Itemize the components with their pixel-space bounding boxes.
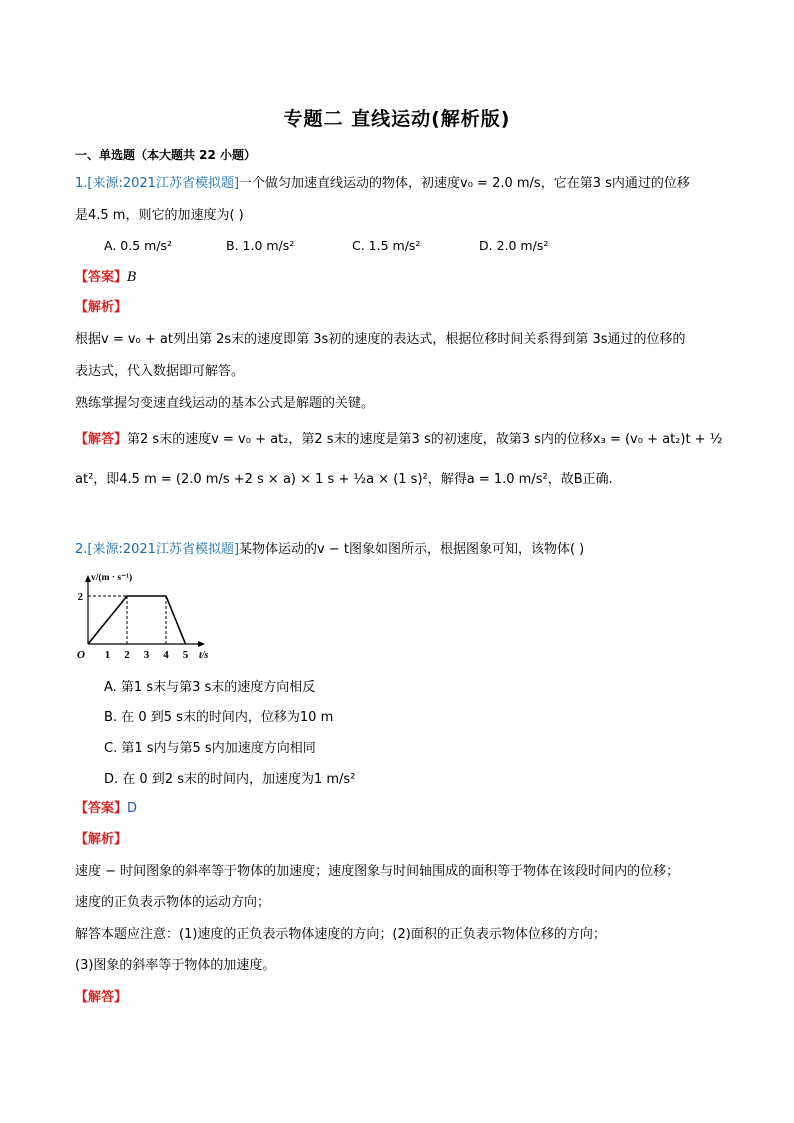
x-tick-label: 4 — [163, 649, 169, 661]
q1-answer-value: B — [127, 270, 137, 285]
q1-stem-line-1 — [75, 174, 724, 194]
document-title: 专题二 直线运动(解析版) — [283, 108, 511, 130]
q1-solve-2: at²，即4.5 m = (2.0 m/s +2 s × a) × 1 s + ½a × (1 s)²，解得a = 1.0 m/s²，故B正确. — [75, 472, 613, 487]
x-tick-label: 1 — [104, 649, 111, 661]
q1-solve-label: 【解答】 — [75, 432, 128, 447]
q2-option-a: A. 第1 s末与第3 s末的速度方向相反 — [104, 680, 316, 695]
q2-option-b: B. 在 0 到5 s末的时间内，位移为10 m — [104, 710, 334, 725]
q1-solve-1: 第2 s末的速度v = v₀ + at₂，第2 s末的速度是第3 s的初速度，故第3 s内的位移x₃ = (v₀ + at₂)t + ½ — [127, 432, 723, 447]
x-axis-arrow — [198, 641, 205, 647]
q2-option-d: D. 在 0 到2 s末的时间内，加速度为1 m/s² — [104, 772, 356, 787]
velocity-series-line — [88, 596, 186, 644]
q2-answer-value: D — [127, 801, 138, 816]
q1-analysis-1: 根据v = v₀ + at列出第 2s末的速度即第 3s初的速度的表达式，根据位移时间关系得到第 3s通过的位移的 — [75, 332, 686, 347]
q2-analysis-4: (3)图象的斜率等于物体的加速度。 — [75, 958, 276, 973]
q1-answer-label: 【答案】 — [75, 270, 128, 285]
q2-answer-line — [75, 799, 724, 819]
x-axis-label: t/s — [199, 650, 209, 661]
q1-option-c: C. 1.5 m/s² — [352, 238, 421, 253]
q1-option-d: D. 2.0 m/s² — [479, 238, 549, 253]
y-tick-label: 2 — [77, 591, 83, 603]
q2-analysis-2: 速度的正负表示物体的运动方向； — [75, 895, 271, 910]
q2-analysis-3: 解答本题应注意：(1)速度的正负表示物体速度的方向；(2)面积的正负表示物体位移的方向； — [75, 927, 606, 942]
q2-source: 2.[来源:2021江苏省模拟题] — [75, 542, 240, 557]
q1-answer-line — [75, 268, 724, 288]
x-tick-label: 3 — [143, 649, 150, 661]
q2-option-c: C. 第1 s内与第5 s内加速度方向相同 — [104, 741, 316, 756]
section-heading: 一、单选题（本大题共 22 小题） — [75, 148, 257, 162]
q1-analysis-label: 【解析】 — [75, 300, 128, 315]
q1-stem-b: 是4.5 m，则它的加速度为( ) — [75, 208, 244, 223]
q1-option-a: A. 0.5 m/s² — [104, 238, 173, 253]
q1-analysis-2: 表达式，代入数据即可解答。 — [75, 364, 245, 379]
q2-stem: 某物体运动的v − t图象如图所示，根据图象可知，该物体( ) — [239, 542, 585, 557]
q1-stem-a: 一个做匀加速直线运动的物体，初速度v₀ = 2.0 m/s，它在第3 s内通过的位移 — [239, 176, 690, 191]
q2-stem-line — [75, 540, 724, 560]
x-tick-label: 2 — [124, 649, 130, 661]
q2-analysis-label: 【解析】 — [75, 832, 128, 847]
origin-label: O — [77, 649, 85, 661]
y-axis-label: v/(m · s⁻¹) — [91, 573, 133, 583]
q1-option-b: B. 1.0 m/s² — [226, 238, 295, 253]
q2-analysis-1: 速度 − 时间图象的斜率等于物体的加速度；速度图象与时间轴围成的面积等于物体在该段时间内的位移； — [75, 864, 680, 879]
q1-solve-line-1 — [75, 430, 724, 450]
q2-answer-label: 【答案】 — [75, 801, 128, 816]
x-tick-label: 5 — [182, 649, 189, 661]
q1-source: 1.[来源:2021江苏省模拟题] — [75, 176, 240, 191]
q1-analysis-3: 熟练掌握匀变速直线运动的基本公式是解题的关键。 — [75, 396, 375, 411]
q2-solve-label: 【解答】 — [75, 990, 128, 1005]
vt-graph — [72, 570, 222, 662]
